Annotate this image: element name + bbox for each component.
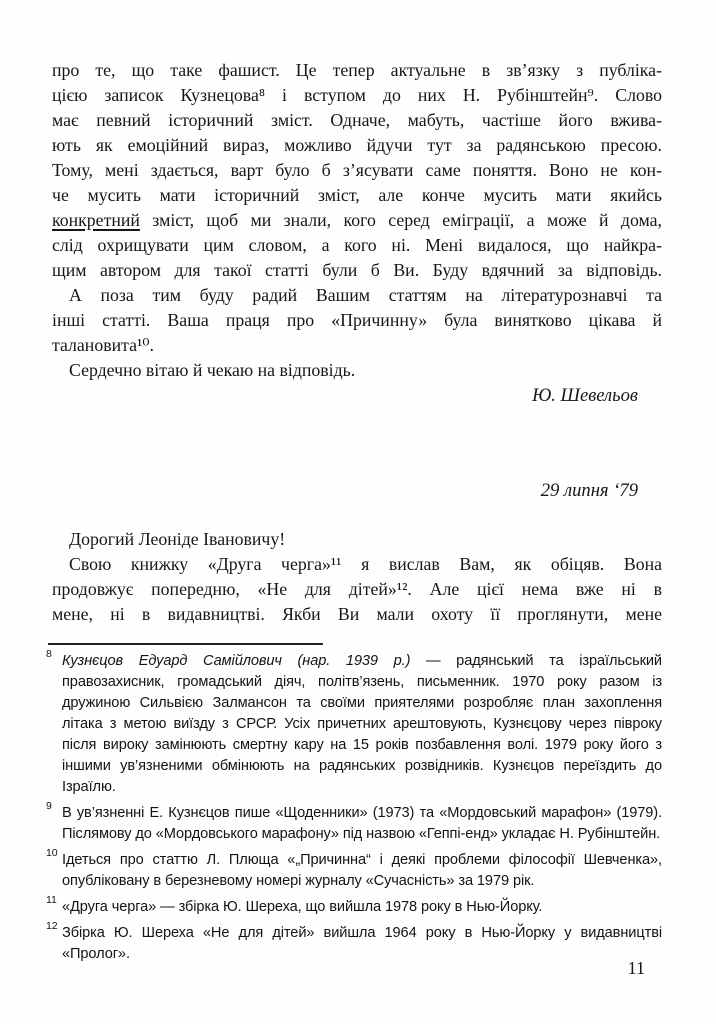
footnote-lead: Кузнєцов Едуард Самійлович (нар. 1939 р.) <box>62 653 411 669</box>
footnote-text: В ув’язненні Е. Кузнєцов пише «Щоденники» (1973) та «Мордовський марафон» (1979). Післямову до «Мордовського марафону» під назвою «Геппі-енд» укладає Н. Рубінштейн. <box>62 805 662 842</box>
footnote-marker: 8 <box>46 648 52 660</box>
footnote-11 <box>46 894 662 918</box>
footnote-separator <box>48 643 323 645</box>
letter-closing-line: Сердечно вітаю й чекаю на відповідь. <box>69 360 356 380</box>
footnotes-section <box>46 648 662 970</box>
footnote-text: «Друга черга» — збірка Ю. Шереха, що вийшла 1978 року в Нью-Йорку. <box>62 899 543 915</box>
letter-line-rest: зміст, щоб ми знали, кого серед еміграції, а може й дома, <box>139 210 662 230</box>
letter-line: щим автором для такої статті були б Ви. Буду вдячний за відповідь. <box>52 260 662 280</box>
letter-line: че мусить мати історичний зміст, але конче мусить мати якийсь <box>52 185 662 205</box>
letter-line: талановита¹⁰. <box>52 335 154 355</box>
letter-line: Тому, мені здається, варт було б з’ясувати саме поняття. Воно не кон- <box>52 160 662 180</box>
section-gap <box>52 503 662 527</box>
letter-line: слід охрищувати цим словом, а кого ні. Мені видалося, що найкра- <box>52 235 662 255</box>
letter-line: ють як емоційний вираз, можливо йдучи тут за радянською пресою. <box>52 135 662 155</box>
signature: Ю. Шевельов <box>532 385 638 406</box>
letter-line: продовжує попередню, «Не для дітей»¹². Але цієї нема вже ні в <box>52 579 662 599</box>
footnote-marker: 9 <box>46 800 52 812</box>
letter-line: про те, що таке фашист. Це тепер актуальне в зв’язку з публіка- <box>52 60 662 80</box>
letter-line: має певний історичний зміст. Одначе, мабуть, частіше його вжива- <box>52 110 662 130</box>
letter-line: Свою книжку «Друга черга»¹¹ я вислав Вам, як обіцяв. Вона <box>69 554 662 574</box>
letter-line: мене, ні в видавництві. Якби Ви мали охоту її проглянути, мене <box>52 604 662 624</box>
footnote-10 <box>46 847 662 892</box>
footnote-text: Збірка Ю. Шереха «Не для дітей» вийшла 1964 року в Нью-Йорку у видавництві «Пролог». <box>62 925 662 962</box>
letter-line: інші статті. Ваша праця про «Причинну» була винятково цікава й <box>52 310 662 330</box>
footnote-marker: 11 <box>46 894 57 906</box>
footnote-9 <box>46 800 662 845</box>
underlined-word: конкретний <box>52 210 140 230</box>
footnote-marker: 10 <box>46 847 58 859</box>
page-number: 11 <box>627 958 645 978</box>
letter-line: А поза тим буду радий Вашим статтям на літературознавчі та <box>69 285 662 305</box>
footnote-text: Ідеться про статтю Л. Плюща «„Причинна“ і деякі проблеми філософії Шевченка», опубліковану в березневому номері журналу «Сучасність» за 1979 рік. <box>62 852 662 889</box>
salutation: Дорогий Леоніде Івановичу! <box>69 529 286 549</box>
letter-body <box>52 58 662 627</box>
section-gap <box>52 408 662 478</box>
footnote-marker: 12 <box>46 920 58 932</box>
letter-date: 29 липня ‘79 <box>540 480 638 501</box>
footnote-text: — радянський та ізраїльський правозахисник, громадський діяч, політв’язень, письменник. 1970 року разом із дружиною Сильвією Залмансон та своїми приятелями розробляє план захоплення літака з метою виїзду з СРСР. Усіх причетних арештовують, Кузнєцову через півроку після вироку замінюють смертну кару на 15 років позбавлення волі. 1979 року його з іншими ув’язненими обмінюють на радянських розвідників. Кузнєцов переїздить до Ізраїлю. <box>62 653 662 795</box>
footnote-8 <box>46 648 662 798</box>
letter-line-underlined <box>52 208 662 233</box>
letter-line: цією записок Кузнецова⁸ і вступом до них Н. Рубінштейн⁹. Слово <box>52 85 662 105</box>
